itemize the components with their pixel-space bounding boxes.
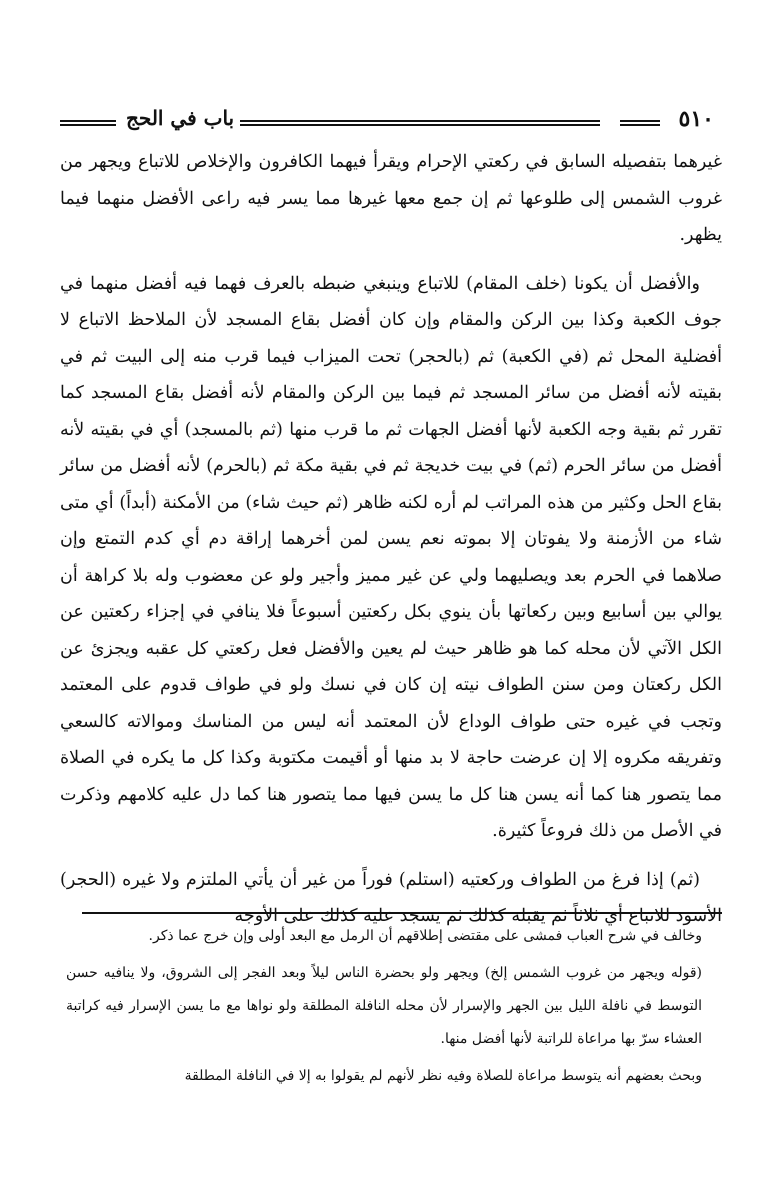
page-header (60, 104, 720, 144)
header-rule-left (60, 120, 116, 126)
header-rule-middle (220, 120, 600, 126)
paragraph: غيرهما بتفصيله السابق في ركعتي الإحرام ويقرأ فيهما الكافرون والإخلاص للاتباع ويجهر من غروب الشمس إلى طلوعها ثم إن جمع معها غيرها مما يسر فيه راعى الأفضل منهما فيما يظهر. (60, 152, 722, 245)
header-rule-right (620, 120, 660, 126)
paragraph: والأفضل أن يكونا (خلف المقام) للاتباع وينبغي ضبطه بالعرف فهما فيه أفضل منهما في جوف الكعبة وكذا بين الركن والمقام وإن كان أفضل بقاع المسجد لأن الملاحظ الاتباع لا أفضلية المحل ثم (في الكعبة) ثم (بالحجر) تحت الميزاب فيما قرب منه إلى البيت ثم في بقيته لأنه أفضل من سائر المسجد ثم فيما بين الركن والمقام لأنه أفضل بقاع المسجد كما تقرر ثم بقية وجه الكعبة لأنها أفضل الجهات ثم ما قرب منها (ثم بالمسجد) أي في بقيته لأنه أفضل من سائر الحرم (ثم) في بيت خديجة ثم في بقية مكة ثم (بالحرم) لأنه أفضل من سائر بقاع الحل وكثير من هذه المراتب لم أره لكنه ظاهر (ثم حيث شاء) من الأمكنة (أبداً) أي متى شاء من الأزمنة ولا يفوتان إلا بموته نعم يسن لمن أخرهما إراقة دم أي كدم التمتع وإن صلاهما في الحرم بعد ويصليهما ولي عن غير مميز وأجير ولو عن معضوب وله بلا كراهة أن يوالي بين أسابيع وبين ركعاتها بأن ينوي بكل ركعتين أسبوعاً فلا ينافي في إجزاء ركعتين عن الكل الآتي لأن محله كما هو ظاهر حيث لم يعين والأفضل فعل ركعتي كل عقبه ويجزئ عن الكل ركعتان ومن سنن الطواف نيته إن كان في نسك ولو في طواف قدوم على المعتمد وتجب في غيره حتى طواف الوداع لأن المعتمد أنه ليس من المناسك وموالاته كالسعي وتفريقه مكروه إلا إن عرضت حاجة لا بد منها أو أقيمت مكتوبة وكذا كل ما يكره في الصلاة مما يتصور هنا كما أنه يسن هنا كل ما يسن فيها مما يتصور هنا كما دل عليه كلامهم وذكرت في الأصل من ذلك فروعاً كثيرة. (60, 273, 722, 841)
footnote: وبحث بعضهم أنه يتوسط مراعاة للصلاة وفيه نظر لأنهم لم يقولوا به إلا في النافلة المطلقة (184, 1068, 702, 1084)
footnote: وخالف في شرح العباب فمشى على مقتضى إطلاقهم أن الرمل مع البعد أولى وإن خرج عما ذكر. (148, 928, 702, 944)
page-number: ٥١٠ (673, 106, 720, 132)
footnote: (قوله ويجهر من غروب الشمس إلخ) ويجهر ولو بحضرة الناس ليلاً وبعد الفجر إلى الشروق، ولا ينافيه حسن التوسط في نافلة الليل بين الجهر والإسرار لأن محله النافلة المطلقة ولو نواها مع ما يسن الإسرار فيه كراتبة العشاء سرّ بها مراعاة للراتبة لأنها أفضل منها. (66, 965, 702, 1047)
main-text (60, 144, 722, 935)
paragraph: (ثم) إذا فرغ من الطواف وركعتيه (استلم) فوراً من غير أن يأتي الملتزم ولا غيره (الحجر) الأسود للاتباع أي ثلاثاً ثم يقبله كذلك ثم يسجد عليه كذلك على الأوجه (60, 869, 722, 926)
footnote-divider (82, 912, 722, 914)
chapter-title: باب في الحج (120, 106, 240, 130)
footnotes (66, 920, 702, 1093)
